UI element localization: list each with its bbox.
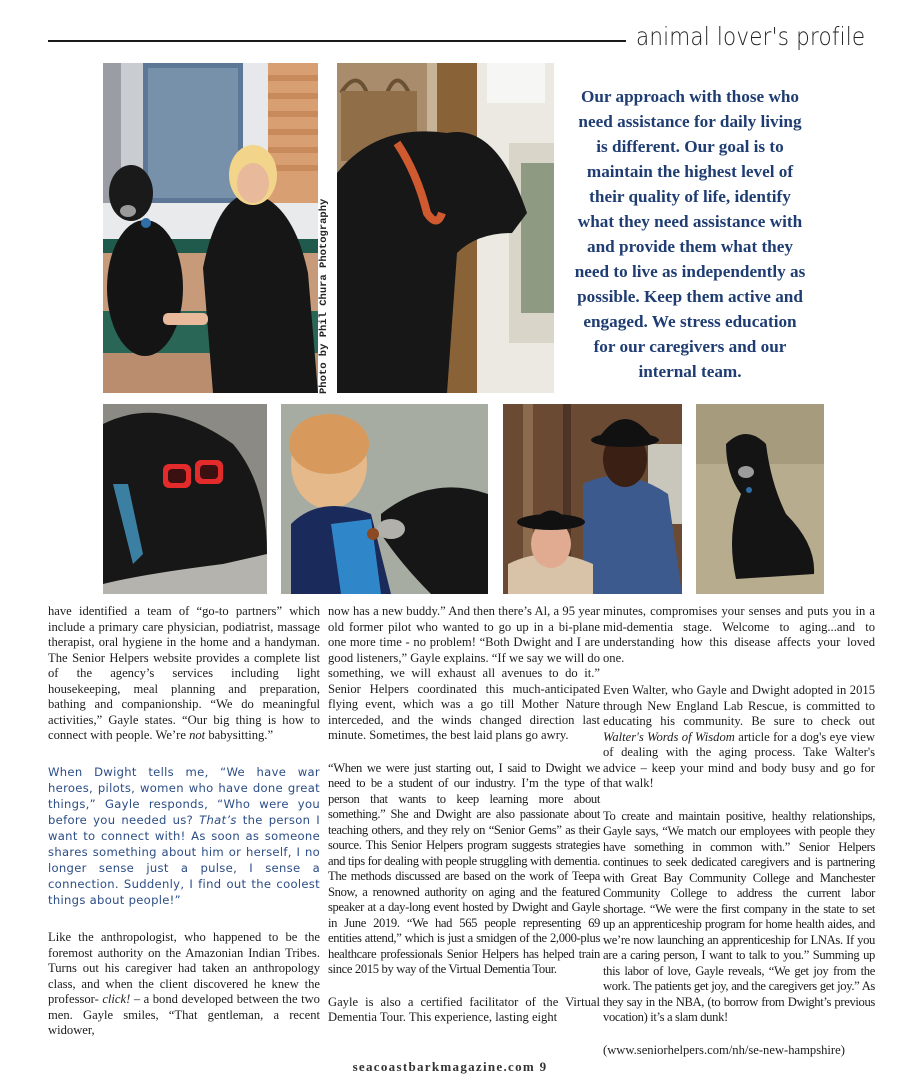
photo-credit: Photo by Phil Chura Photography — [318, 198, 330, 394]
photo-couple-cowboy-hats-image — [503, 404, 682, 594]
article-column-1 — [48, 604, 320, 1056]
paragraph-text: article for a dog's eye view of dealing with the aging process. Take Walter's advice – keep your mind and body busy and go for that walk! — [603, 729, 875, 790]
photo-boy-feeding-dog — [281, 404, 488, 594]
photo-dog-sunglasses-image — [103, 404, 267, 594]
paragraph-text: – a bond developed between the two men. Gayle smiles, “That gentleman, a recent widower, — [48, 992, 320, 1038]
paragraph-text: Like the anthropologist, who happened to be the foremost authority on the Amazonian Indian Tribes. Turns out his caregiver had taken an anthropology class, and when the client discovered he knew the professor- — [48, 930, 320, 1007]
photo-woman-with-dog — [103, 63, 318, 393]
pull-quote: Our approach with those who need assistance for daily living is different. Our goal is to maintain the highest level of their quality of life, identify what they need assistance with and provide them what they need to live as independently as possible. Keep them active and engaged. We stress education for our caregivers and our internal team. — [574, 87, 806, 381]
page-footer: seacoastbarkmagazine.com 9 — [352, 1059, 548, 1074]
article-paragraph: Gayle is also a certified facilitator of the Virtual Dementia Tour. This experience, lasting eight — [328, 994, 600, 1024]
photo-dog-sunglasses — [103, 404, 267, 594]
photo-dog-at-window-image — [337, 63, 554, 393]
section-title: animal lover's profile — [636, 22, 866, 51]
article-paragraph: minutes, compromises your senses and puts you in a mid-dementia stage. Welcome to aging...and to understanding how this disease affects your loved one. — [603, 604, 875, 665]
photo-boy-feeding-dog-image — [281, 404, 488, 594]
article-title-reference: Walter's Words of Wisdom — [603, 729, 735, 744]
article-paragraph — [603, 683, 875, 792]
photo-dog-at-window — [337, 63, 554, 393]
emphasis-text: click! — [102, 992, 131, 1007]
article-column-3 — [603, 604, 875, 1075]
photo-couple-cowboy-hats — [503, 404, 682, 594]
article-paragraph: To create and maintain positive, healthy relationships, Gayle says, “We match our employees with people they have something in common with.” Senior Helpers continues to seek dedicated caregivers and is partnering with Great Bay Community College and Manchester Community College to address the current labor shortage. “We were the first company in the state to set up an apprenticeship program for home health aides, and we’re now launching an apprenticeship for LNAs. If you are a caring person, I want to talk to you.” Summing up this labor of love, Gayle reveals, “We get joy from the work. The patients get joy, and the caregivers get joy.” As they say in the NBA, (to borrow from Dwight’s previous vocation) it’s a slam dunk! — [603, 808, 875, 1024]
article-paragraph: now has a new buddy.” And then there’s Al, a 95 year old former pilot who wanted to go up in a bi-plane one more time - no problem! “Both Dwight and I are good listeners,” Gayle explains. “If we say we will do something, we will exhaust all avenues to do it.” Senior Helpers coordinated this much-anticipated flying event, which was a go till Mother Nature interceded, and the winds changed direction last minute. Sometimes, the best laid plans go awry. — [328, 604, 600, 742]
paragraph-text: babysitting.” — [205, 728, 274, 742]
emphasis-text: That’s — [199, 812, 237, 827]
emphasis-text: not — [189, 728, 206, 742]
photo-dog-on-grass-image — [696, 404, 824, 594]
website-link[interactable]: (www.seniorhelpers.com/nh/se-new-hampshire) — [603, 1042, 845, 1057]
article-column-2 — [328, 604, 600, 1043]
article-paragraph: “When we were just starting out, I said to Dwight we need to be a student of our industry. I’m the type of person that wants to keep learning more about something.” She and Dwight are also passionate about teaching others, and they rely on “Senior Gems” as their source. This Senior Helpers program suggests strategies and tips for dealing with people struggling with dementia. The methods discussed are based on the work of Teepa Snow, a renowned authority on aging and the featured speaker at a day-long event hosted by Dwight and Gayle in June 2019. “We had 565 people representing 69 entities attend,” which is just a smidgen of the 2,000-plus healthcare professionals Senior Helpers has helped train since 2015 by way of the Virtual Dementia Tour. — [328, 760, 600, 976]
quote-text: When Dwight tells me, “We have war heroes, pilots, women who have done great things,” Gayle responds, “Who were you before you needed us? — [48, 764, 320, 827]
header-rule — [48, 40, 626, 42]
article-paragraph — [48, 930, 320, 1039]
photo-dog-on-grass — [696, 404, 824, 594]
paragraph-text: Even Walter, who Gayle and Dwight adopted in 2015 through New England Lab Rescue, is committed to educating his community. Be sure to check out — [603, 683, 875, 728]
gayle-quote — [48, 764, 320, 909]
article-paragraph — [48, 604, 320, 744]
quote-text: the person I want to connect with! As soon as someone shares something about him or herself, I no longer sense just a pulse, I sense a connection. Suddenly, I find out the coolest things about people!” — [48, 812, 320, 908]
paragraph-text: have identified a team of “go-to partners” which include a primary care physician, podiatrist, massage therapist, oral hygiene in the home and a handyman. The Senior Helpers website provides a complete list of the agency’s services including light housekeeping, meal planning and preparation, bathing and companionship. “We do meaningful activities,” Gayle states. “Our big thing is how to connect with people. We’re — [48, 604, 320, 742]
photo-woman-with-dog-image — [103, 63, 318, 393]
